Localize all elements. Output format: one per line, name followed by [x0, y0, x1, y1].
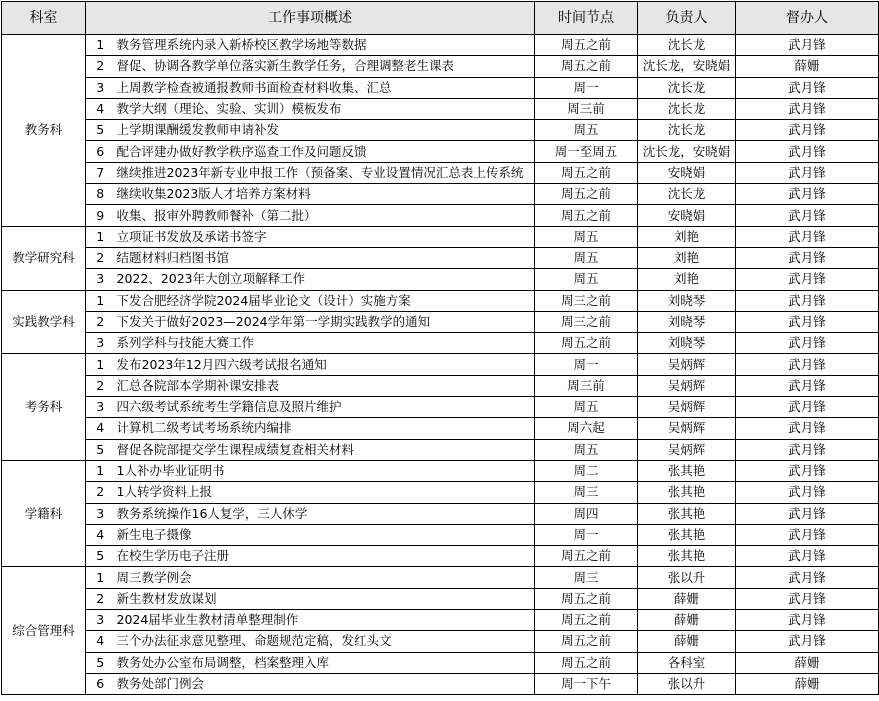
item-number: 3 — [86, 333, 115, 354]
item-number: 3 — [86, 503, 115, 524]
dept-cell: 学籍科 — [2, 460, 86, 566]
owner-name: 张其艳 — [638, 524, 736, 545]
task-description: 配合评建办做好教学秩序巡查工作及问题反馈 — [115, 141, 535, 162]
time-node: 周五之前 — [535, 162, 638, 183]
supervisor-name: 武月锋 — [736, 354, 879, 375]
time-node: 周五之前 — [535, 56, 638, 77]
time-node: 周三前 — [535, 375, 638, 396]
owner-name: 沈长龙，安晓娟 — [638, 141, 736, 162]
supervisor-name: 武月锋 — [736, 35, 879, 56]
owner-name: 刘晓琴 — [638, 290, 736, 311]
table-row — [2, 631, 879, 652]
table-row — [2, 184, 879, 205]
item-number: 1 — [86, 354, 115, 375]
owner-name: 吴炳辉 — [638, 418, 736, 439]
owner-name: 刘晓琴 — [638, 333, 736, 354]
supervisor-name: 武月锋 — [736, 98, 879, 119]
item-number: 2 — [86, 247, 115, 268]
item-number: 1 — [86, 290, 115, 311]
time-node: 周三之前 — [535, 311, 638, 332]
task-description: 上学期课酬缓发教师申请补发 — [115, 120, 535, 141]
owner-name: 刘艳 — [638, 226, 736, 247]
time-node: 周五 — [535, 439, 638, 460]
supervisor-name: 武月锋 — [736, 226, 879, 247]
table-row — [2, 56, 879, 77]
item-number: 1 — [86, 460, 115, 481]
task-description: 新生教材发放谋划 — [115, 588, 535, 609]
item-number: 1 — [86, 567, 115, 588]
table-row — [2, 546, 879, 567]
owner-name: 沈长龙 — [638, 184, 736, 205]
task-description: 2022、2023年大创立项解释工作 — [115, 269, 535, 290]
supervisor-name: 武月锋 — [736, 610, 879, 631]
table-row — [2, 673, 879, 694]
owner-name: 沈长龙，安晓娟 — [638, 56, 736, 77]
supervisor-name: 武月锋 — [736, 141, 879, 162]
table-row — [2, 482, 879, 503]
supervisor-name: 武月锋 — [736, 120, 879, 141]
time-node: 周五之前 — [535, 35, 638, 56]
work-schedule-table — [1, 1, 879, 695]
supervisor-name: 武月锋 — [736, 524, 879, 545]
supervisor-name: 武月锋 — [736, 397, 879, 418]
table-row — [2, 652, 879, 673]
task-description: 在校生学历电子注册 — [115, 546, 535, 567]
task-description: 督促、协调各教学单位落实新生教学任务，合理调整老生课表 — [115, 56, 535, 77]
item-number: 2 — [86, 588, 115, 609]
task-description: 发布2023年12月四六级考试报名通知 — [115, 354, 535, 375]
item-number: 2 — [86, 311, 115, 332]
supervisor-name: 武月锋 — [736, 503, 879, 524]
item-number: 6 — [86, 141, 115, 162]
supervisor-name: 武月锋 — [736, 290, 879, 311]
item-number: 2 — [86, 375, 115, 396]
table-row — [2, 226, 879, 247]
table-row — [2, 503, 879, 524]
owner-name: 吴炳辉 — [638, 354, 736, 375]
table-row — [2, 269, 879, 290]
task-description: 三个办法征求意见整理、命题规范定稿，发红头文 — [115, 631, 535, 652]
table-row — [2, 588, 879, 609]
item-number: 3 — [86, 397, 115, 418]
time-node: 周五 — [535, 397, 638, 418]
header-task: 工作事项概述 — [86, 2, 535, 35]
owner-name: 吴炳辉 — [638, 397, 736, 418]
task-description: 继续推进2023年新专业申报工作（预备案、专业设置情况汇总表上传系统 — [115, 162, 535, 183]
task-description: 四六级考试系统考生学籍信息及照片维护 — [115, 397, 535, 418]
item-number: 4 — [86, 524, 115, 545]
time-node: 周五之前 — [535, 546, 638, 567]
owner-name: 刘艳 — [638, 247, 736, 268]
item-number: 3 — [86, 269, 115, 290]
task-description: 计算机二级考试考场系统内编排 — [115, 418, 535, 439]
owner-name: 张其艳 — [638, 546, 736, 567]
table-row — [2, 162, 879, 183]
item-number: 7 — [86, 162, 115, 183]
supervisor-name: 武月锋 — [736, 205, 879, 226]
task-description: 1人补办毕业证明书 — [115, 460, 535, 481]
supervisor-name: 武月锋 — [736, 311, 879, 332]
time-node: 周一至周五 — [535, 141, 638, 162]
time-node: 周四 — [535, 503, 638, 524]
time-node: 周一 — [535, 354, 638, 375]
supervisor-name: 武月锋 — [736, 418, 879, 439]
table-row — [2, 205, 879, 226]
supervisor-name: 武月锋 — [736, 482, 879, 503]
time-node: 周五之前 — [535, 333, 638, 354]
dept-cell: 实践教学科 — [2, 290, 86, 354]
task-description: 1人转学资料上报 — [115, 482, 535, 503]
time-node: 周三 — [535, 567, 638, 588]
owner-name: 沈长龙 — [638, 120, 736, 141]
time-node: 周三 — [535, 482, 638, 503]
header-supervisor: 督办人 — [736, 2, 879, 35]
supervisor-name: 武月锋 — [736, 460, 879, 481]
item-number: 5 — [86, 652, 115, 673]
supervisor-name: 武月锋 — [736, 567, 879, 588]
table-row — [2, 354, 879, 375]
task-description: 教学大纲（理论、实验、实训）模板发布 — [115, 98, 535, 119]
supervisor-name: 薛姗 — [736, 673, 879, 694]
supervisor-name: 武月锋 — [736, 333, 879, 354]
table-row — [2, 311, 879, 332]
table-row — [2, 333, 879, 354]
owner-name: 沈长龙 — [638, 35, 736, 56]
supervisor-name: 薛姗 — [736, 652, 879, 673]
time-node: 周三之前 — [535, 290, 638, 311]
task-description: 系列学科与技能大赛工作 — [115, 333, 535, 354]
table-row — [2, 290, 879, 311]
item-number: 4 — [86, 631, 115, 652]
time-node: 周二 — [535, 460, 638, 481]
time-node: 周五 — [535, 120, 638, 141]
task-description: 新生电子摄像 — [115, 524, 535, 545]
item-number: 1 — [86, 35, 115, 56]
owner-name: 各科室 — [638, 652, 736, 673]
task-description: 下发关于做好2023—2024学年第一学期实践教学的通知 — [115, 311, 535, 332]
item-number: 5 — [86, 546, 115, 567]
time-node: 周五之前 — [535, 652, 638, 673]
task-description: 督促各院部提交学生课程成绩复查相关材料 — [115, 439, 535, 460]
table-row — [2, 567, 879, 588]
header-time: 时间节点 — [535, 2, 638, 35]
owner-name: 安晓娟 — [638, 205, 736, 226]
dept-cell: 考务科 — [2, 354, 86, 460]
owner-name: 刘艳 — [638, 269, 736, 290]
dept-cell: 教务科 — [2, 35, 86, 227]
item-number: 1 — [86, 226, 115, 247]
header-owner: 负责人 — [638, 2, 736, 35]
task-description: 立项证书发放及承诺书签字 — [115, 226, 535, 247]
item-number: 5 — [86, 439, 115, 460]
owner-name: 张以升 — [638, 673, 736, 694]
table-row — [2, 247, 879, 268]
table-row — [2, 120, 879, 141]
header-dept: 科室 — [2, 2, 86, 35]
item-number: 5 — [86, 120, 115, 141]
owner-name: 张其艳 — [638, 482, 736, 503]
time-node: 周一下午 — [535, 673, 638, 694]
item-number: 2 — [86, 482, 115, 503]
item-number: 3 — [86, 77, 115, 98]
time-node: 周五 — [535, 269, 638, 290]
table-row — [2, 397, 879, 418]
owner-name: 张其艳 — [638, 460, 736, 481]
supervisor-name: 武月锋 — [736, 269, 879, 290]
owner-name: 安晓娟 — [638, 162, 736, 183]
supervisor-name: 武月锋 — [736, 247, 879, 268]
task-description: 继续收集2023版人才培养方案材料 — [115, 184, 535, 205]
header-row — [2, 2, 879, 35]
supervisor-name: 武月锋 — [736, 162, 879, 183]
supervisor-name: 武月锋 — [736, 588, 879, 609]
owner-name: 刘晓琴 — [638, 311, 736, 332]
table-row — [2, 98, 879, 119]
table-row — [2, 610, 879, 631]
time-node: 周六起 — [535, 418, 638, 439]
table-row — [2, 375, 879, 396]
supervisor-name: 武月锋 — [736, 631, 879, 652]
owner-name: 薛姗 — [638, 631, 736, 652]
task-description: 周三教学例会 — [115, 567, 535, 588]
task-description: 教务处部门例会 — [115, 673, 535, 694]
item-number: 4 — [86, 98, 115, 119]
item-number: 3 — [86, 610, 115, 631]
item-number: 8 — [86, 184, 115, 205]
supervisor-name: 武月锋 — [736, 375, 879, 396]
time-node: 周五 — [535, 247, 638, 268]
table-row — [2, 439, 879, 460]
dept-cell: 教学研究科 — [2, 226, 86, 290]
item-number: 2 — [86, 56, 115, 77]
supervisor-name: 武月锋 — [736, 439, 879, 460]
item-number: 6 — [86, 673, 115, 694]
task-description: 教务系统操作16人复学，三人休学 — [115, 503, 535, 524]
task-description: 教务管理系统内录入新桥校区教学场地等数据 — [115, 35, 535, 56]
table-row — [2, 524, 879, 545]
table-row — [2, 418, 879, 439]
supervisor-name: 武月锋 — [736, 546, 879, 567]
time-node: 周五之前 — [535, 205, 638, 226]
task-description: 下发合肥经济学院2024届毕业论文（设计）实施方案 — [115, 290, 535, 311]
supervisor-name: 武月锋 — [736, 184, 879, 205]
task-description: 收集、报审外聘教师餐补（第二批） — [115, 205, 535, 226]
owner-name: 张其艳 — [638, 503, 736, 524]
owner-name: 沈长龙 — [638, 98, 736, 119]
table-row — [2, 460, 879, 481]
time-node: 周五之前 — [535, 610, 638, 631]
owner-name: 张以升 — [638, 567, 736, 588]
time-node: 周三前 — [535, 98, 638, 119]
supervisor-name: 薛姗 — [736, 56, 879, 77]
time-node: 周一 — [535, 524, 638, 545]
task-description: 上周教学检查被通报教师书面检查材料收集、汇总 — [115, 77, 535, 98]
time-node: 周五之前 — [535, 588, 638, 609]
task-description: 结题材料归档图书馆 — [115, 247, 535, 268]
task-description: 教务处办公室布局调整，档案整理入库 — [115, 652, 535, 673]
owner-name: 薛姗 — [638, 588, 736, 609]
table-row — [2, 141, 879, 162]
task-description: 汇总各院部本学期补课安排表 — [115, 375, 535, 396]
dept-cell: 综合管理科 — [2, 567, 86, 695]
table-row — [2, 77, 879, 98]
table-row — [2, 35, 879, 56]
task-description: 2024届毕业生教材清单整理制作 — [115, 610, 535, 631]
time-node: 周五之前 — [535, 184, 638, 205]
time-node: 周一 — [535, 77, 638, 98]
time-node: 周五之前 — [535, 631, 638, 652]
owner-name: 薛姗 — [638, 610, 736, 631]
owner-name: 吴炳辉 — [638, 375, 736, 396]
owner-name: 吴炳辉 — [638, 439, 736, 460]
owner-name: 沈长龙 — [638, 77, 736, 98]
item-number: 4 — [86, 418, 115, 439]
time-node: 周五 — [535, 226, 638, 247]
item-number: 9 — [86, 205, 115, 226]
supervisor-name: 武月锋 — [736, 77, 879, 98]
